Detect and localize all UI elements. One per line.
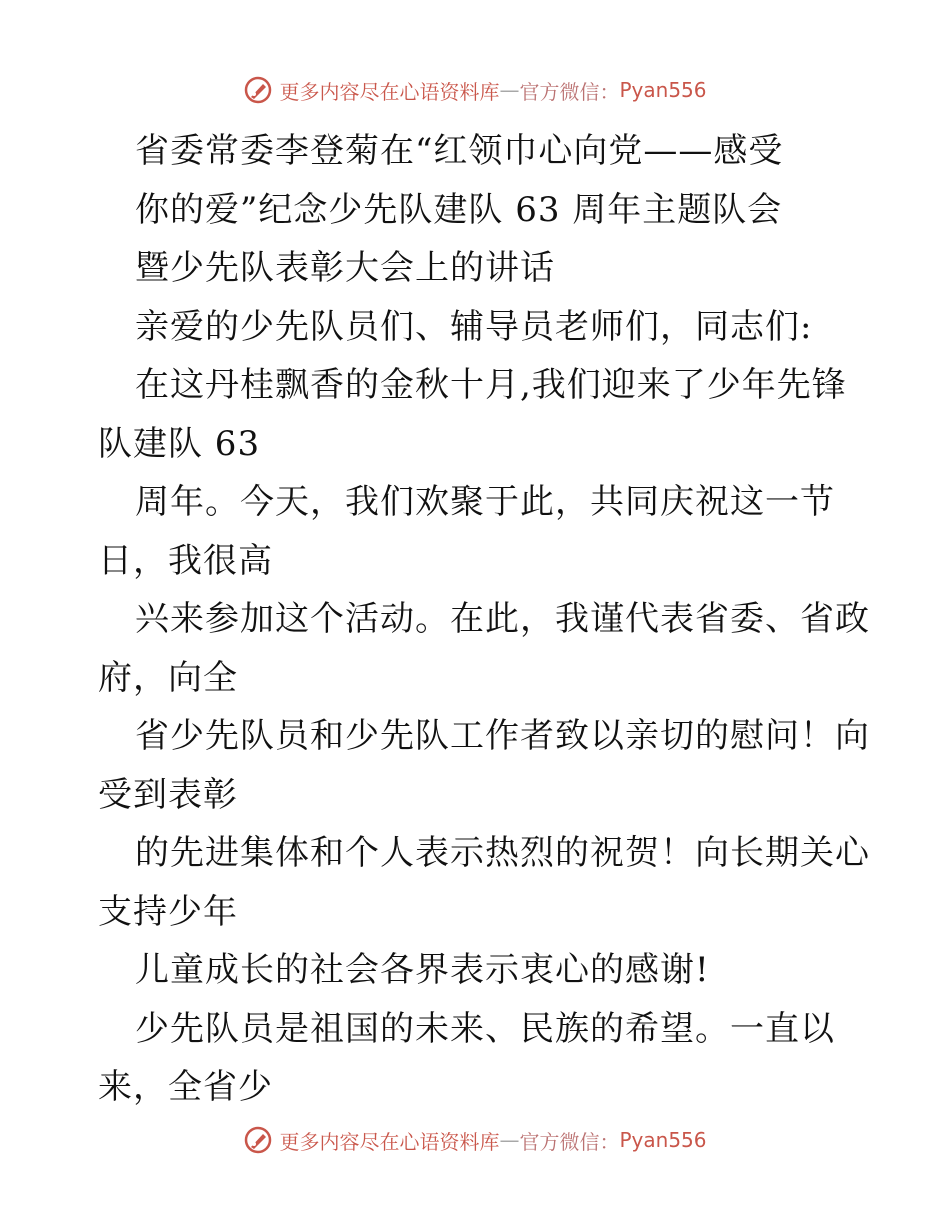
quill-logo-icon [243, 75, 273, 105]
body-line: 支持少年 [98, 891, 238, 932]
watermark-header [0, 70, 950, 110]
quill-logo-icon [243, 1125, 273, 1155]
body-line: 来，全省少 [98, 1067, 273, 1107]
watermark-wechat-label: 官方微信： [519, 1129, 620, 1154]
body-line: 的先进集体和个人表示热烈的祝贺！向长期关心 [135, 833, 870, 873]
body-line: 周年。今天，我们欢聚于此，共同庆祝这一节 [135, 482, 835, 522]
body-line: 省少先队员和少先队工作者致以亲切的慰问！向 [135, 716, 870, 756]
title-line-3: 暨少先队表彰大会上的讲话 [135, 248, 555, 288]
body-line: 队建队 63 [98, 423, 261, 464]
salutation-line: 亲爱的少先队员们、辅导员老师们，同志们: [135, 306, 813, 347]
body-line: 少先队员是祖国的未来、民族的希望。一直以 [135, 1008, 835, 1049]
title-line-1: 省委常委李登菊在“红领巾心向党——感受 [135, 131, 784, 171]
watermark-main-text: 更多内容尽在心语资料库 [279, 1129, 500, 1154]
body-line: 受到表彰 [98, 774, 238, 815]
title-line-2: 你的爱”纪念少先队建队 63 周年主题队会 [135, 189, 783, 230]
document-body [98, 122, 878, 1117]
watermark-separator: — [499, 1128, 520, 1152]
watermark-footer [0, 1120, 950, 1160]
watermark-main-text: 更多内容尽在心语资料库 [279, 79, 500, 104]
body-line: 兴来参加这个活动。在此，我谨代表省委、省政 [135, 599, 870, 639]
watermark-wechat-id: Pyan556 [619, 78, 707, 102]
body-line: 日，我很高 [98, 540, 273, 581]
body-line: 府，向全 [98, 657, 238, 698]
watermark-wechat-id: Pyan556 [619, 1128, 707, 1152]
watermark-separator: — [499, 78, 520, 102]
body-line: 在这丹桂飘香的金秋十月,我们迎来了少年先锋 [135, 365, 847, 405]
watermark-wechat-label: 官方微信： [519, 79, 620, 104]
body-line: 儿童成长的社会各界表示衷心的感谢! [135, 950, 710, 990]
